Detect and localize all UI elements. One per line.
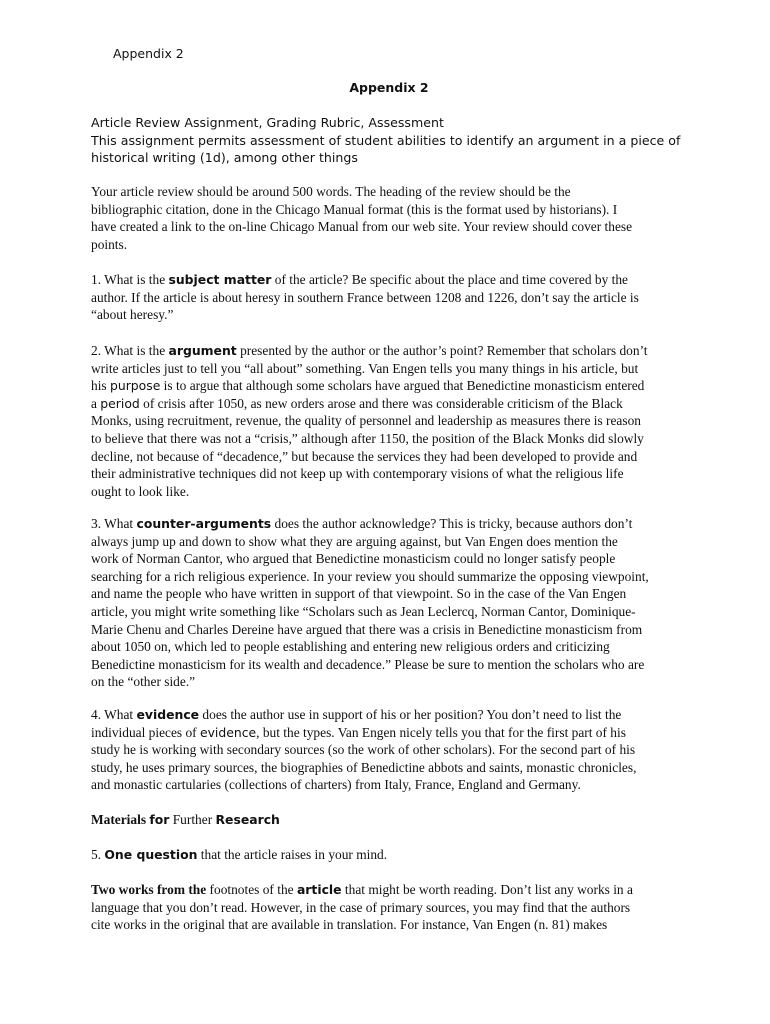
- q1-term: subject matter: [168, 272, 272, 287]
- materials-a: Materials: [91, 812, 150, 827]
- works-line-3: cite works in the original that are available in translation. For instance, Van Engen (n. 81) makes: [91, 917, 608, 933]
- works-mid: footnotes of the: [206, 882, 297, 897]
- q1-line-3: “about heresy.”: [91, 307, 174, 323]
- q5-term: One question: [104, 847, 198, 862]
- q4-prefix: 4. What: [91, 707, 137, 722]
- q2-l4c: of crisis after 1050, as new orders arose and there was considerable criticism of the Black: [139, 395, 623, 411]
- question-5: [91, 846, 691, 864]
- q2-l4a: a: [91, 395, 101, 411]
- q3-line-1: [91, 515, 691, 533]
- q1-line-2: author. If the article is about heresy in southern France between 1208 and 1226, don’t say the article is: [91, 289, 639, 305]
- q4-l2b: evidence: [199, 724, 257, 740]
- running-header: Appendix 2: [113, 46, 184, 61]
- question-3: [91, 515, 691, 691]
- q2-term: argument: [168, 343, 237, 358]
- q3-line-2: always jump up and down to show what they are arguing against, but Van Engen does mention the: [91, 533, 618, 549]
- q1-prefix: 1. What is the: [91, 272, 169, 287]
- q2-prefix: 2. What is the: [91, 343, 169, 358]
- q3-line-3: work of Norman Cantor, who argued that Benedictine monasticism could no longer satisfy people: [91, 551, 616, 567]
- q2-line-2: write articles just to tell you “all about” something. Van Engen tells you many things in his article, but: [91, 360, 639, 376]
- q2-line-3: [91, 377, 691, 395]
- q2-l4b: period: [100, 395, 140, 411]
- q3-rest: does the author acknowledge? This is tricky, because authors don’t: [271, 516, 633, 531]
- materials-b: for: [149, 812, 170, 827]
- document-title: Appendix 2: [349, 80, 429, 95]
- q2-l3b: purpose: [109, 378, 161, 394]
- q2-line-5: Monks, using recruitment, revenue, the quality of personnel and leadership as measures there is reason: [91, 413, 641, 429]
- overview-line-4: points.: [91, 236, 128, 252]
- works-paragraph: [91, 881, 691, 934]
- overview-paragraph: [91, 183, 691, 253]
- works-rest: that might be worth reading. Don’t list any works in a: [341, 882, 633, 897]
- q4-l2a: individual pieces of: [91, 724, 200, 740]
- q3-prefix: 3. What: [91, 516, 137, 531]
- q4-line-4: study, he uses primary sources, the biographies of Benedictine abbots and saints, monastic chronicles,: [91, 759, 637, 775]
- overview-line-3: have created a link to the on-line Chicago Manual from our web site. Your review should cover these: [91, 219, 633, 235]
- q4-line-2: [91, 724, 691, 742]
- works-line-1: [91, 881, 691, 899]
- q1-rest: of the article? Be specific about the place and time covered by the: [271, 272, 628, 287]
- q2-l3c: is to argue that although some scholars have argued that Benedictine monasticism entered: [160, 378, 645, 394]
- overview-line-2: bibliographic citation, done in the Chicago Manual format (this is the format used by historians). I: [91, 201, 618, 217]
- q4-rest: does the author use in support of his or her position? You don’t need to list the: [199, 707, 622, 722]
- q5-line-1: [91, 846, 691, 864]
- q4-l2c: , but the types. Van Engen nicely tells you that for the first part of his: [256, 724, 626, 740]
- intro-line-2: This assignment permits assessment of student abilities to identify an argument in a piece of: [91, 132, 681, 148]
- q3-line-8: about 1050 on, which led to people establishing and entering new religious orders and criticizing: [91, 639, 610, 655]
- materials-heading: [91, 811, 691, 829]
- q3-line-5: and name the people who have written in support of that viewpoint. So in the case of the Van Engen: [91, 586, 627, 602]
- materials-heading-line: [91, 811, 691, 829]
- q2-rest: presented by the author or the author’s point? Remember that scholars don’t: [236, 343, 648, 358]
- q4-line-1: [91, 706, 691, 724]
- q2-line-9: ought to look like.: [91, 483, 190, 499]
- q2-line-6: to believe that there was not a “crisis,” although after 1150, the position of the Black Monks did slowly: [91, 430, 644, 446]
- q5-rest: that the article raises in your mind.: [197, 847, 388, 862]
- question-2: [91, 342, 691, 500]
- q3-line-7: Marie Chenu and Charles Dereine have argued that there was a crisis in Benedictine monasticism from: [91, 621, 643, 637]
- q2-line-4: [91, 395, 691, 413]
- intro-block: [91, 114, 691, 167]
- materials-c: Further: [169, 812, 216, 827]
- intro-line-1: Article Review Assignment, Grading Rubric, Assessment: [91, 115, 444, 130]
- q3-line-4: searching for a rich religious experience. In your review you should summarize the opposing viewpoint,: [91, 568, 649, 584]
- q4-line-3: study he is working with secondary sources (so the work of other scholars). For the second part of his: [91, 742, 636, 758]
- q3-line-6: article, you might write something like “Scholars such as Jean Leclercq, Norman Cantor, Dominique-: [91, 603, 636, 619]
- question-1: [91, 271, 691, 324]
- q1-line-1: [91, 271, 691, 289]
- works-term-b: article: [296, 882, 342, 897]
- q2-line-7: decline, not because of “decadence,” but because the services they had been developed to provide and: [91, 448, 638, 464]
- q5-prefix: 5.: [91, 847, 105, 862]
- q4-line-5: and monastic cartularies (collections of charters) from Italy, France, England and Germany.: [91, 777, 581, 793]
- q4-term: evidence: [136, 707, 200, 722]
- works-term-a: Two works from the: [91, 882, 207, 897]
- materials-d: Research: [215, 812, 280, 827]
- q2-line-8: their administrative techniques did not keep up with contemporary visions of what the religious life: [91, 466, 624, 482]
- question-4: [91, 706, 691, 794]
- intro-line-3: historical writing (1d), among other things: [91, 150, 358, 165]
- q3-line-9: Benedictine monasticism for its wealth and decadence.” Please be sure to mention the scholars who are: [91, 656, 645, 672]
- q3-line-10: on the “other side.”: [91, 674, 196, 690]
- overview-line-1: Your article review should be around 500 words. The heading of the review should be the: [91, 184, 571, 199]
- q2-line-1: [91, 342, 691, 360]
- works-line-2: language that you don’t read. However, in the case of primary sources, you may find that the authors: [91, 899, 631, 915]
- q2-l3a: his: [91, 378, 110, 394]
- q3-term: counter-arguments: [136, 516, 272, 531]
